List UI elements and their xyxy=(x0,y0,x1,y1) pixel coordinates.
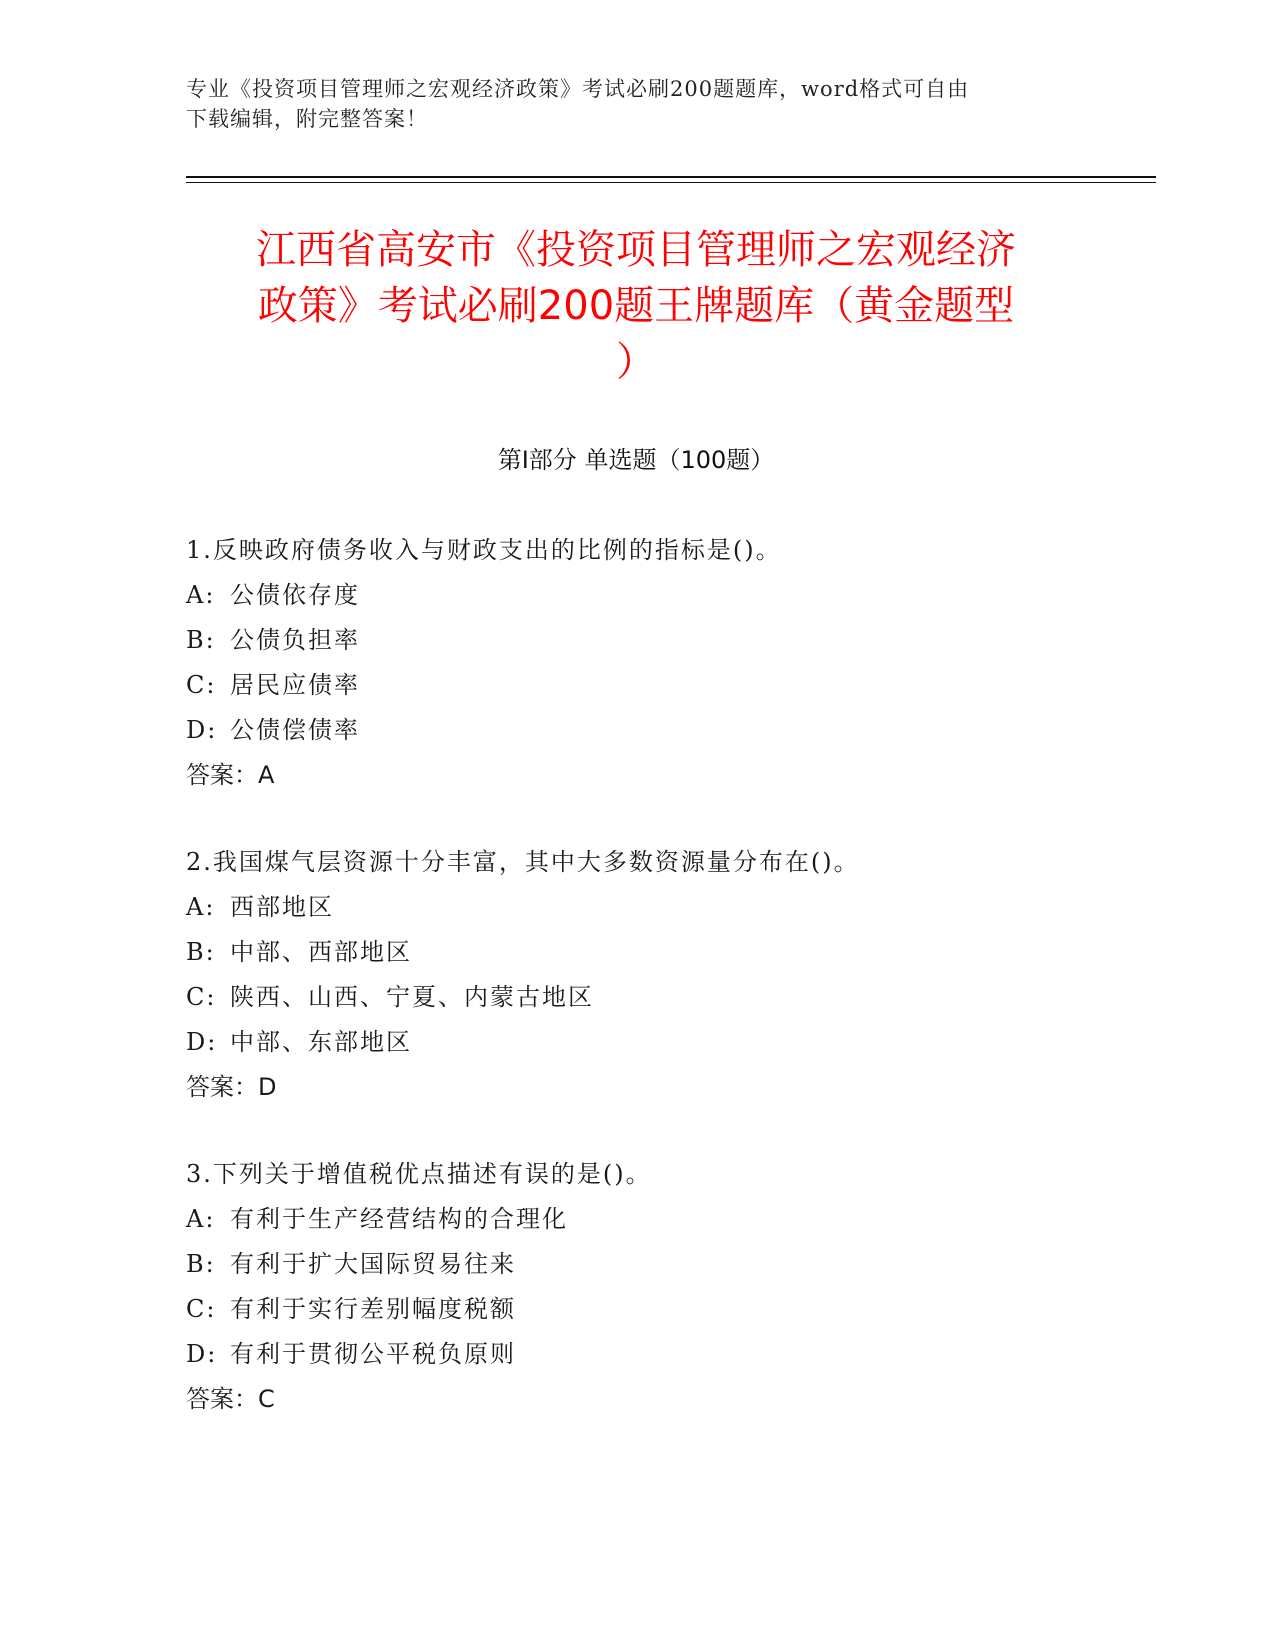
option-letter: B: xyxy=(186,626,216,654)
question-stem: 3.下列关于增值税优点描述有误的是()。 xyxy=(186,1160,652,1188)
option-text: 中部、西部地区 xyxy=(230,938,412,966)
option-d xyxy=(186,1332,1136,1377)
option-text: 公债偿债率 xyxy=(230,716,360,744)
document-title xyxy=(186,222,1086,390)
option-letter: D: xyxy=(186,716,218,744)
option-text: 居民应债率 xyxy=(230,671,360,699)
option-b xyxy=(186,1242,1136,1287)
document-title-line-3: ） xyxy=(616,339,656,385)
question-stem: 2.我国煤气层资源十分丰富，其中大多数资源量分布在()。 xyxy=(186,848,860,876)
question-1 xyxy=(186,528,1136,798)
document-title-line-2: 政策》考试必刷200题王牌题库（黄金题型 xyxy=(257,283,1015,329)
option-c xyxy=(186,975,1136,1020)
option-letter: A: xyxy=(186,1205,216,1233)
option-c xyxy=(186,663,1136,708)
option-letter: B: xyxy=(186,938,216,966)
option-letter: A: xyxy=(186,893,216,921)
option-text: 有利于实行差别幅度税额 xyxy=(230,1295,516,1323)
option-text: 西部地区 xyxy=(230,893,334,921)
question-3 xyxy=(186,1152,1136,1422)
option-text: 公债负担率 xyxy=(230,626,360,654)
option-letter: C: xyxy=(186,671,217,699)
option-a xyxy=(186,573,1136,618)
header-divider-thick xyxy=(186,176,1156,178)
option-letter: B: xyxy=(186,1250,216,1278)
option-a xyxy=(186,885,1136,930)
option-text: 陕西、山西、宁夏、内蒙古地区 xyxy=(230,983,594,1011)
option-text: 有利于贯彻公平税负原则 xyxy=(230,1340,516,1368)
header-note xyxy=(186,74,1086,134)
question-2 xyxy=(186,840,1136,1110)
option-d xyxy=(186,708,1136,753)
option-b xyxy=(186,618,1136,663)
header-note-line-1: 专业《投资项目管理师之宏观经济政策》考试必刷200题题库，word格式可自由 xyxy=(186,77,970,101)
option-letter: D: xyxy=(186,1028,218,1056)
answer: 答案：C xyxy=(186,1385,275,1413)
option-letter: D: xyxy=(186,1340,218,1368)
option-d xyxy=(186,1020,1136,1065)
option-text: 公债依存度 xyxy=(230,581,360,609)
answer: 答案：D xyxy=(186,1073,277,1101)
option-letter: C: xyxy=(186,983,217,1011)
section-heading: 第Ⅰ部分 单选题（100题） xyxy=(497,446,775,474)
document-title-line-1: 江西省高安市《投资项目管理师之宏观经济 xyxy=(256,227,1016,273)
question-stem: 1.反映政府债务收入与财政支出的比例的指标是()。 xyxy=(186,536,782,564)
option-a xyxy=(186,1197,1136,1242)
option-text: 有利于扩大国际贸易往来 xyxy=(230,1250,516,1278)
answer: 答案：A xyxy=(186,761,275,789)
option-c xyxy=(186,1287,1136,1332)
option-letter: C: xyxy=(186,1295,217,1323)
header-note-line-2: 下载编辑，附完整答案！ xyxy=(186,107,428,131)
option-b xyxy=(186,930,1136,975)
option-text: 中部、东部地区 xyxy=(230,1028,412,1056)
header-divider-thin xyxy=(186,182,1156,183)
option-letter: A: xyxy=(186,581,216,609)
question-list xyxy=(186,528,1136,1464)
option-text: 有利于生产经营结构的合理化 xyxy=(230,1205,568,1233)
